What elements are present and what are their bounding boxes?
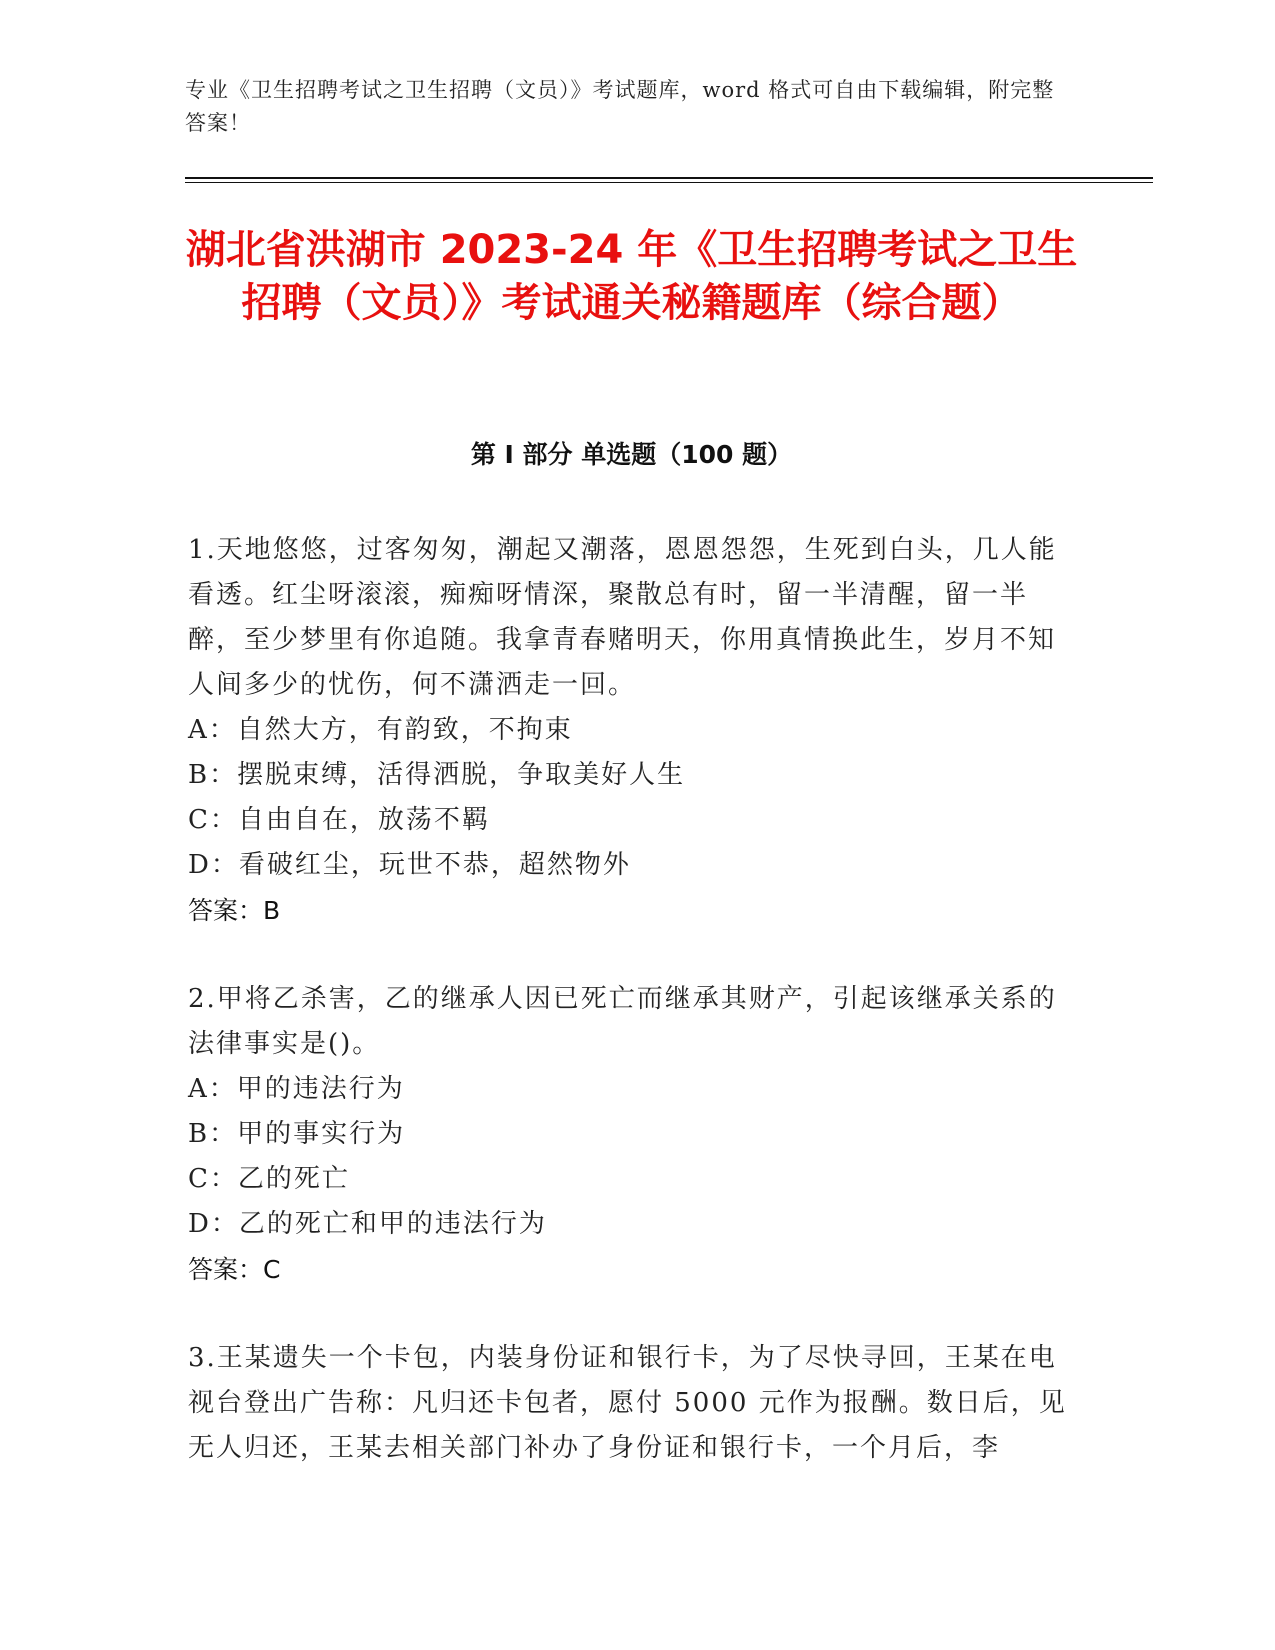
option-a: A：自然大方，有韵致，不拘束: [188, 715, 573, 745]
option-c: C：乙的死亡: [188, 1164, 350, 1194]
question-text: 2.甲将乙杀害，乙的继承人因已死亡而继承其财产，引起该继承关系的法律事实是()。: [188, 984, 1057, 1059]
option-d: D：乙的死亡和甲的违法行为: [188, 1209, 547, 1239]
option-c: C：自由自在，放荡不羁: [188, 805, 490, 835]
question-2: [188, 977, 1068, 1292]
answer: 答案：B: [188, 896, 281, 925]
option-a: A：甲的违法行为: [188, 1074, 405, 1104]
question-list: [188, 528, 1068, 1515]
section-title: 第 I 部分 单选题（100 题）: [470, 440, 793, 469]
header-divider: [185, 177, 1153, 179]
option-d: D：看破红尘，玩世不恭，超然物外: [188, 850, 631, 880]
header-note: 专业《卫生招聘考试之卫生招聘（文员）》考试题库，word 格式可自由下载编辑，附完整答案！: [185, 78, 1055, 135]
document-title: 湖北省洪湖市 2023-24 年《卫生招聘考试之卫生招聘（文员）》考试通关秘籍题库（综合题）: [185, 227, 1078, 326]
header-divider-thin: [185, 182, 1153, 183]
option-b: B：甲的事实行为: [188, 1119, 406, 1149]
question-3: [188, 1336, 1068, 1471]
question-text: 1.天地悠悠，过客匆匆，潮起又潮落，恩恩怨怨，生死到白头，几人能看透。红尘呀滚滚，痴痴呀情深，聚散总有时，留一半清醒，留一半醉，至少梦里有你追随。我拿青春赌明天，你用真情换此生，岁月不知人间多少的忧伤，何不潇洒走一回。: [188, 535, 1057, 700]
question-text: 3.王某遗失一个卡包，内装身份证和银行卡，为了尽快寻回，王某在电视台登出广告称：凡归还卡包者，愿付 5000 元作为报酬。数日后，见无人归还，王某去相关部门补办了身份证和银行卡，一个月后，李: [188, 1343, 1067, 1463]
answer: 答案：C: [188, 1255, 281, 1284]
option-b: B：摆脱束缚，活得洒脱，争取美好人生: [188, 760, 686, 790]
question-1: [188, 528, 1068, 933]
